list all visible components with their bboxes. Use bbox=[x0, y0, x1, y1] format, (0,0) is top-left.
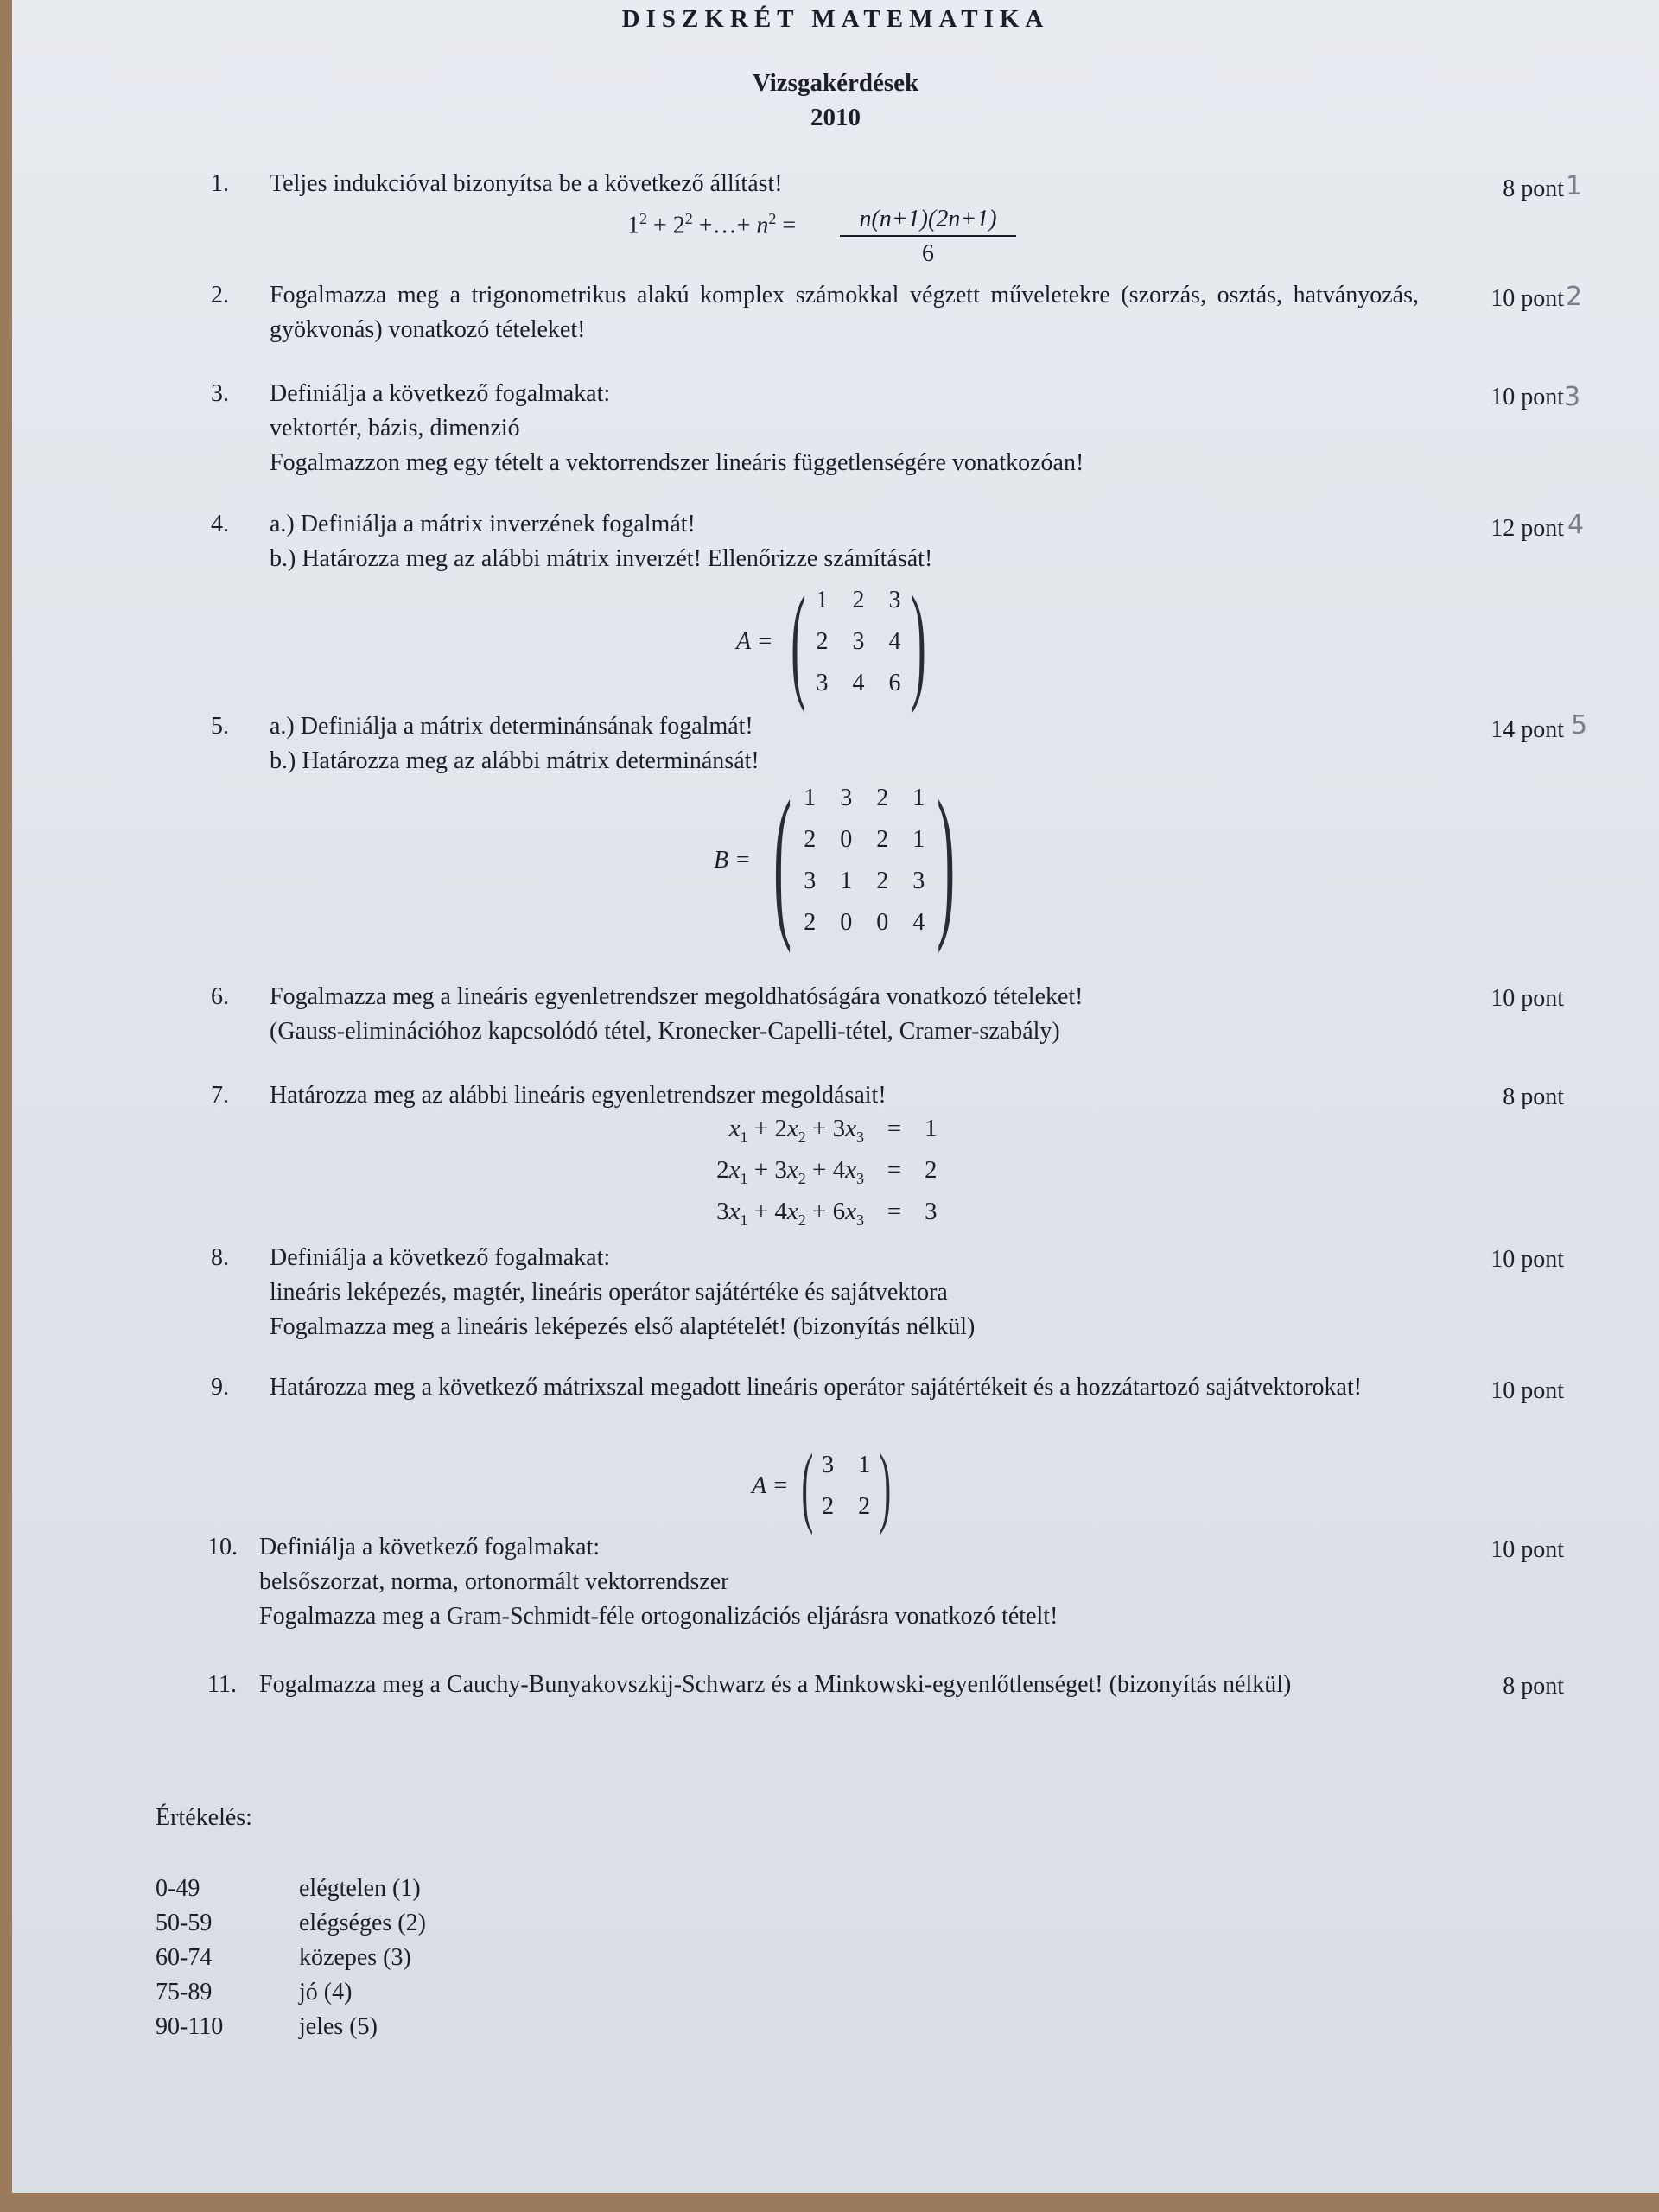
question-number: 1. bbox=[211, 170, 229, 197]
subject-title: DISZKRÉT MATEMATIKA bbox=[621, 5, 1050, 33]
handwritten-mark-2: 2 bbox=[1566, 282, 1583, 312]
matrix-b-grid: 1 3 2 1 2 0 2 1 3 1 2 3 2 0 0 4 bbox=[804, 785, 925, 936]
question-text: Fogalmazza meg a trigonometrikus alakú komplex számokkal végzett műveletekre (szorzás, osztás, hatványozás, gyökvonás) vonatkozó tételeket! bbox=[270, 282, 1419, 343]
grading-row: 0-49 elégtelen (1) bbox=[156, 1875, 421, 1902]
points-6: 10 pont bbox=[1491, 985, 1564, 1012]
linear-system bbox=[684, 1115, 959, 1239]
question-text: Teljes indukcióval bizonyítsa be a következő állítást! bbox=[270, 170, 783, 197]
points-10: 10 pont bbox=[1491, 1536, 1564, 1563]
points-5: 14 pont bbox=[1491, 716, 1564, 743]
points-9: 10 pont bbox=[1491, 1377, 1564, 1404]
points-7: 8 pont bbox=[1503, 1084, 1564, 1110]
points-8: 10 pont bbox=[1491, 1246, 1564, 1273]
grading-title: Értékelés: bbox=[156, 1804, 252, 1831]
matrix-a9-grid: 3 1 2 2 bbox=[822, 1452, 871, 1520]
formula-numerator: n(n+1)(2n+1) bbox=[840, 206, 1016, 237]
exam-title: Vizsgakérdések bbox=[752, 69, 919, 97]
induction-formula: $1^2 + 2^2$ +…+ $n^2$ = bbox=[627, 210, 797, 239]
matrix-a9: A = ( 3 1 2 2 ) bbox=[752, 1436, 892, 1535]
grading-row: 50-59 elégséges (2) bbox=[156, 1910, 426, 1936]
handwritten-mark-1: 1 bbox=[1566, 171, 1583, 201]
points-2: 10 pont bbox=[1491, 285, 1564, 312]
matrix-label: A = bbox=[752, 1472, 789, 1499]
formula-fraction bbox=[840, 206, 1016, 268]
grading-row: 60-74 közepes (3) bbox=[156, 1944, 411, 1971]
matrix-label: A = bbox=[736, 628, 773, 655]
points-1: 8 pont bbox=[1503, 175, 1564, 202]
points-11: 8 pont bbox=[1503, 1673, 1564, 1700]
exam-sheet: DISZKRÉT MATEMATIKA Vizsgakérdések 2010 1. Teljes indukcióval bizonyítsa be a következő állítást! 8 pont 1 $1^2 + 2^2$ +…+ $n^2$ = $\frac{n(n+1)(2n+1)}{6}$ 2. Fogalmazza meg a trigonometrikus alakú komplex számokkal végzett műveletekre (szorzás, osztás, hatványozás, gyökvonás) vonatkozó tételeket! 10 pont 2 3. Definiálja a következő fogalmakat: vektortér, bázis, dimenzió Fogalmazzon meg egy tételt a vektorrendszer lineáris függetlenségére vonatkozóan! 10 pont 3 4. a.) Definiálja a mátrix inverzének fogalmát! b.) Határozza meg az alábbi mátrix inverzét! Ellenőrizze számítását! 12 pont 4 A = ( 1 2 3 2 3 4 3 4 6 ) 5. a.) Definiálja a mátrix determinánsának fogalmát! b.) Határozza meg az alábbi mátrix determinánsát! 14 pont 5 B = ( 1 3 2 1 2 0 2 1 3 1 2 3 2 0 0 4 ) 6. Fogalmazza meg a lineáris egyenletrendszer megoldhatóságára vonatkozó tételeket! (Gauss-eliminációhoz kapcsolódó tétel, Kronecker-Capelli-tétel, Cramer-szabály) 10 pont 7. Határozza meg az alábbi lineáris egyenletrendszer megoldásait! 8 pont $x_1 + 2x_2 + 3x_3$ = 1 $2x_1 + 3x_2 + 4x_3$ = 2 $3x_1 + 4x_2 + 6x_3$ = 3 8. Definiálja a következő fogalmakat: lineáris leképezés, magtér, lineáris operátor sajátértéke és sajátvektora Fogalmazza meg a lineáris leképezés első alaptételét! (bizonyítás nélkül) 10 pont 9. Határozza meg a következő mátrixszal megadott lineáris operátor sajátértékeit és a hozzátartozó sajátvektorokat! 10 pont A = ( 3 1 2 2 ) 10. Definiálja a következő fogalmakat: belsőszorzat, norma, ortonormált vektorrendszer Fogalmazza meg a Gram-Schmidt-féle ortogonalizációs eljárásra vonatkozó tételt! 10 pont 11. Fogalmazza meg a Cauchy-Bunyakovszkij-Schwarz és a Minkowski-egyenlőtlenséget! (bizonyítás nélkül) 8 pont Értékelés: 0-49 elégtelen (1) 50-59 elégséges (2) 60-74 közepes (3) 75-89 jó (4) 90-110 jeles (5) bbox=[12, 0, 1659, 2193]
matrix-a: A = ( 1 2 3 2 3 4 3 4 6 ) bbox=[736, 570, 927, 714]
handwritten-mark-5: 5 bbox=[1571, 710, 1588, 741]
matrix-a-grid: 1 2 3 2 3 4 3 4 6 bbox=[816, 587, 901, 696]
exam-year: 2010 bbox=[810, 104, 861, 131]
points-3: 10 pont bbox=[1491, 384, 1564, 410]
grading-row: 90-110 jeles (5) bbox=[156, 2013, 378, 2040]
equation-row: $x_1 + 2x_2 + 3x_3$ = 1 bbox=[728, 1115, 938, 1146]
grading-row: 75-89 jó (4) bbox=[156, 1979, 353, 2005]
matrix-b: B = ( 1 3 2 1 2 0 2 1 3 1 2 3 2 0 0 4 ) bbox=[714, 766, 956, 954]
handwritten-mark-4: 4 bbox=[1567, 510, 1585, 540]
equation-row: $2x_1 + 3x_2 + 4x_3$ = 2 bbox=[716, 1156, 938, 1187]
grading-table bbox=[156, 1872, 426, 2044]
points-4: 12 pont bbox=[1491, 515, 1564, 542]
equation-row: $3x_1 + 4x_2 + 6x_3$ = 3 bbox=[716, 1198, 938, 1229]
matrix-label: B = bbox=[714, 847, 751, 874]
handwritten-mark-3: 3 bbox=[1564, 382, 1581, 412]
formula-denominator: 6 bbox=[922, 240, 934, 267]
